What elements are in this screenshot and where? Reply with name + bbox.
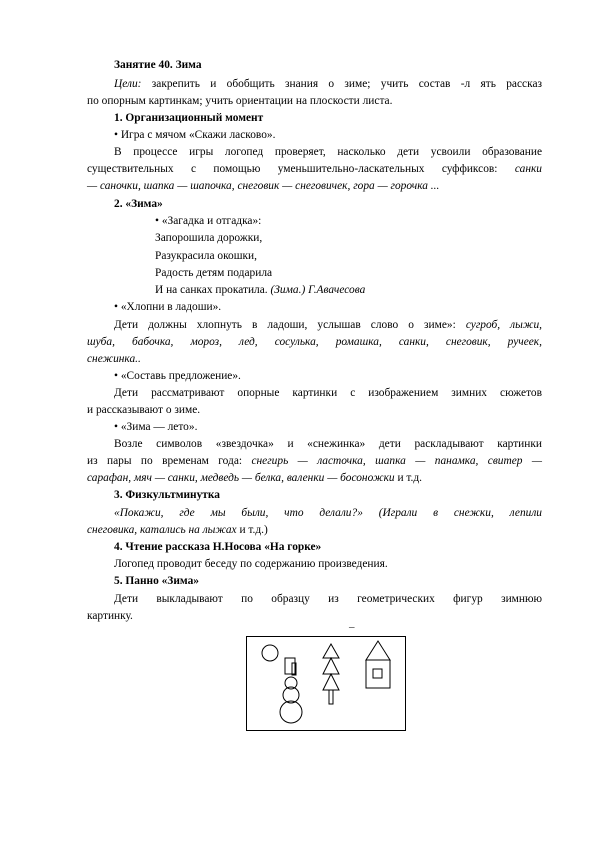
lesson-title: Занятие 40. Зима — [114, 59, 202, 71]
goals-label: Цели: — [114, 78, 142, 90]
riddle-line-2: Разукрасила окошки, — [155, 250, 257, 262]
game-title: • Игра с мячом «Скажи ласково». — [114, 129, 276, 141]
tree-tier-1 — [323, 644, 339, 658]
winter-line-1: Возле символов «звездочка» и «снежинка» дети раскладывают картинки — [114, 438, 542, 450]
s1-paragraph-line-2 — [87, 162, 542, 176]
stray-dash: _ — [349, 617, 355, 629]
s3-line-2 — [87, 523, 268, 537]
house-roof — [366, 641, 390, 660]
winter-line-2 — [87, 454, 542, 468]
winter-etc: и т.д. — [397, 472, 423, 484]
s1-text: существительных с помощью уменьшительно-ласкательных суффиксов: — [87, 163, 515, 175]
house-icon — [366, 641, 390, 688]
tree-trunk — [329, 690, 333, 704]
clap-line-1 — [114, 318, 542, 332]
clap-line-2: шуба, бабочка, мороз, лед, сосулька, ромашка, санки, снеговик, ручеек, — [87, 336, 542, 348]
winter-line-3 — [87, 471, 422, 485]
tree-tier-2 — [323, 658, 339, 674]
goals-line-2: по опорным картинкам; учить ориентации на плоскости листа. — [87, 95, 393, 107]
s5-line-1: Дети выкладывают по образцу из геометрических фигур зимнюю — [114, 593, 542, 605]
tree-tier-3 — [323, 674, 339, 690]
riddle-answer: (Зима.) Г.Авачесова — [270, 284, 366, 296]
sentence-title: • «Составь предложение». — [114, 370, 241, 382]
section-4-heading: 4. Чтение рассказа Н.Носова «На горке» — [114, 541, 322, 553]
s5-line-2: картинку. — [87, 610, 133, 622]
s1-paragraph-line-3: — саночки, шапка — шапочка, снеговик — снеговичек, гора — горочка ... — [87, 180, 440, 192]
section-5-heading: 5. Панно «Зима» — [114, 575, 199, 587]
clap-text: Дети должны хлопнуть в ладоши, услышав слово о зиме»: — [114, 319, 466, 331]
goals-line-1 — [114, 77, 542, 91]
s3-line-1: «Покажи, где мы были, что делали?» (Играли в снежки, лепили — [114, 507, 542, 519]
clap-italic: сугроб, лыжи, — [465, 319, 542, 331]
winter-italic-2: сарафан, мяч — санки, медведь — белка, валенки — босоножки — [87, 472, 398, 484]
sun-circle-icon — [262, 645, 278, 661]
winter-text: из пары по временам года: — [87, 455, 252, 467]
riddle-text: И на санках прокатила. — [155, 284, 271, 296]
house-wall — [366, 660, 390, 688]
snowman-icon — [280, 658, 302, 723]
winter-panel-picture — [246, 636, 406, 731]
s1-paragraph-line-1: В процессе игры логопед проверяет, насколько дети усвоили образование — [114, 146, 542, 158]
snowman-hat — [285, 658, 295, 674]
clap-title: • «Хлопни в ладоши». — [114, 301, 222, 313]
s3-etc: и т.д.) — [239, 524, 268, 536]
s3-italic: снеговика, катались на лыжах — [87, 524, 240, 536]
fir-tree-icon — [323, 644, 339, 704]
s4-text: Логопед проводит беседу по содержанию произведения. — [114, 558, 388, 570]
riddle-line-3: Радость детям подарила — [155, 267, 273, 279]
house-window — [373, 669, 382, 678]
section-3-heading: 3. Физкультминутка — [114, 489, 220, 501]
clap-line-3: снежинка.. — [87, 353, 141, 365]
s1-italic: санки — [514, 163, 542, 175]
goals-text: закрепить и обобщить знания о зиме; учить состав -л ять рассказ — [141, 78, 542, 90]
riddle-line-4 — [155, 283, 365, 297]
sentence-line-1: Дети рассматривают опорные картинки с изображением зимних сюжетов — [114, 387, 542, 399]
riddle-title: • «Загадка и отгадка»: — [155, 215, 262, 227]
winter-italic: снегирь — ласточка, шапка — панамка, свитер — — [251, 455, 542, 467]
section-1-heading: 1. Организационный момент — [114, 112, 264, 124]
snowman-base — [280, 701, 302, 723]
sentence-line-2: и рассказывают о зиме. — [87, 404, 201, 416]
riddle-line-1: Запорошила дорожки, — [155, 232, 263, 244]
section-2-heading: 2. «Зима» — [114, 198, 163, 210]
winter-summer-title: • «Зима — лето». — [114, 421, 198, 433]
